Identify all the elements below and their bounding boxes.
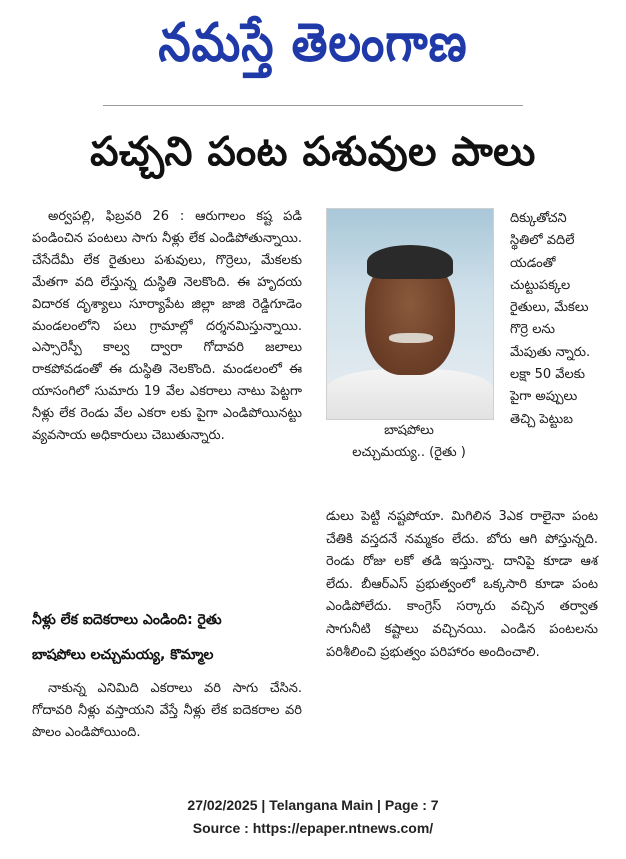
- photo-hair: [367, 245, 453, 279]
- right-wide-text: డులు పెట్టి నష్టపోయా. మిగిలిన 3ఎక రాలైనా పంట చేతికి వస్తదనే నమ్మకం లేదు. బోరు ఆగి పోస్తున్నది. రెండు రోజు లకో తడి ఇస్తున్నా. దానిపై కూడా ఆశ లేదు. బీఆర్ఎస్ ప్రభుత్వంలో ఒక్కసారి కూడా పంట ఎండిపోలేదు. కాంగ్రెస్ సర్కారు వచ్చిన తర్వాత సాగునీటి కష్టాలు వచ్చినయి. ఎండిన పంటలను పరిశీలించి ప్రభుత్వం పరిహారం అందించాలి.: [326, 509, 598, 660]
- footer-source: Source : https://epaper.ntnews.com/: [192, 820, 434, 836]
- farmer-photo: [326, 208, 494, 420]
- right-wide-column: [326, 506, 598, 664]
- left-column-lower: [32, 678, 302, 744]
- subheading-line-1: నీళ్లు లేక ఐదెకరాలు ఎండింది: రైతు: [32, 612, 222, 628]
- photo-moustache: [389, 333, 433, 343]
- article-headline: పచ్చని పంట పశువుల పాలు: [90, 129, 536, 175]
- right-narrow-column: [510, 208, 596, 431]
- footer-date-page: 27/02/2025 | Telangana Main | Page : 7: [187, 797, 439, 813]
- subheading-line-2: బాషపోలు లచ్చుమయ్య, కొమ్మాల: [32, 647, 214, 663]
- header-divider: [103, 105, 523, 106]
- photo-caption: [326, 420, 492, 464]
- caption-line-1: బాషపోలు: [384, 423, 434, 438]
- masthead: [0, 4, 626, 80]
- masthead-logo: నమస్తే తెలంగాణ: [158, 10, 468, 74]
- left-column: [32, 206, 302, 447]
- right-narrow-text: దిక్కుతోచని స్థితిలో వదిలే యడంతో చుట్టుపక్కల రైతులు, మేకలు గొర్రె లను మేపుతు న్నారు. లక్షా 50 వేలకు పైగా అప్పులు తెచ్చి పెట్టుబ: [510, 211, 591, 427]
- caption-line-2: లచ్చుమయ్య.. (రైతు ): [352, 445, 466, 460]
- photo-shirt: [327, 369, 493, 419]
- lead-paragraph: అర్వపల్లి, ఫిబ్రవరి 26 : ఆరుగాలం కష్ట పడి పండించిన పంటలు సాగు నీళ్లు లేక ఎండిపోతున్నాయి. చేసేదేమీ లేక రైతులు పశువులు, గొర్రెలు, మేకలకు మేతగా వది లేస్తున్న దుస్థితి నెలకొంది. ఈ హృదయ విదారక దృశ్యాలు సూర్యాపేట జిల్లా జాజి రెడ్డిగూడెం మండలంలోని పలు గ్రామాల్లో దర్శనమిస్తున్నాయి. ఎస్సారెస్పీ కాల్వ ద్వారా గోదావరి జలాలు రాకపోవడంతో ఈ దుస్థితి నెలకొంది. మండలంలో ఈ యాసంగిలో సుమారు 19 వేల ఎకరాలు నాటు పెట్టగా నీళ్లు లేక రెండు వేల ఎకరా లకు పైగా ఎండిపోయినట్టు వ్యవసాయ అధికారులు చెబుతున్నారు.: [32, 209, 302, 444]
- quote-paragraph: నాకున్న ఎనిమిది ఎకరాలు వరి సాగు చేసిన. గోదావరి నీళ్లు వస్తాయని వేస్తే నీళ్లు లేక ఐదెకరాల వరి పొలం ఎండిపోయింది.: [32, 681, 302, 740]
